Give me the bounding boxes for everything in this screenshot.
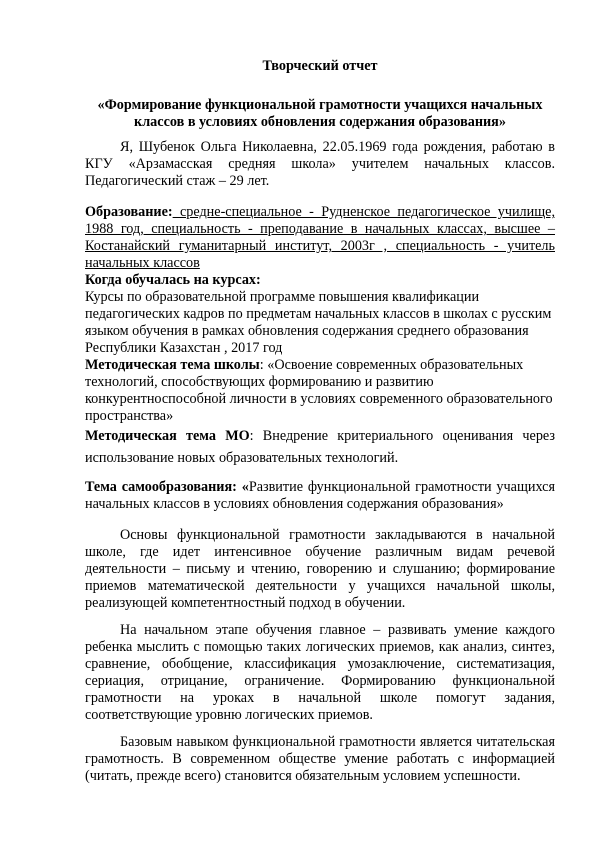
self-education-block [85, 479, 555, 513]
intro-paragraph: Я, Шубенок Ольга Николаевна, 22.05.1969 года рождения, работаю в КГУ «Арзамасская средняя школа» учителем начальных классов. Педагогический стаж – 29 лет. [85, 139, 555, 189]
document-subtitle: «Формирование функциональной грамотности учащихся начальных классов в условиях обновления содержания образования» [97, 97, 543, 130]
body-paragraph-3: Базовым навыком функциональной грамотности является читательская грамотность. В современном обществе умение работать с информацией (читать, прежде всего) становится обязательным условием успешности. [85, 734, 555, 784]
courses-text: Курсы по образовательной программе повышения квалификации педагогических кадров по предметам начальных классов в школах с русским языком обучения в рамках обновления содержания среднего образования Республики Казахстан , 2017 год [85, 289, 552, 356]
mo-theme-block [85, 425, 555, 469]
education-label: Образование: [85, 204, 173, 220]
courses-label: Когда обучалась на курсах: [85, 272, 261, 288]
school-theme-block [85, 357, 555, 425]
self-education-label: Тема самообразования: « [85, 479, 249, 495]
mo-theme-label: Методическая тема МО [85, 428, 250, 444]
document-body [85, 58, 555, 785]
document-title: Творческий отчет [262, 58, 378, 74]
education-text: средне-специальное - Рудненское педагогическое училище, 1988 год, специальность - преподавание в начальных классах, высшее – Костанайский гуманитарный институт, 2003г , специальность - учитель начальных классов [85, 204, 555, 271]
school-theme-text: : «Освоение современных образовательных технологий, способствующих формированию и развитию конкурентноспособной личности в условиях современного образовательного пространства» [85, 357, 553, 424]
school-theme-label: Методическая тема школы [85, 357, 260, 373]
self-education-text: Развитие функциональной грамотности учащихся начальных классов в условиях обновления содержания образования» [85, 479, 555, 512]
mo-theme-text: : Внедрение критериального оценивания через использование новых образовательных технологий. [85, 428, 555, 466]
education-block [85, 204, 555, 272]
body-paragraph-1: Основы функциональной грамотности закладываются в начальной школе, где идет интенсивное обучение различным видам речевой деятельности – письму и чтению, говорению и слушанию; формирование приемов математической деятельности у учащихся начальной школы, реализующей компетентностный подход в обучении. [85, 527, 555, 611]
body-paragraph-2: На начальном этапе обучения главное – развивать умение каждого ребенка мыслить с помощью таких логических приемов, как анализ, синтез, сравнение, обобщение, классификация умозаключение, систематизация, сериация, отрицание, ограничение. Формированию функциональной грамотности на уроках в начальной школе помогут задания, соответствующие уровню логических приемов. [85, 622, 555, 723]
